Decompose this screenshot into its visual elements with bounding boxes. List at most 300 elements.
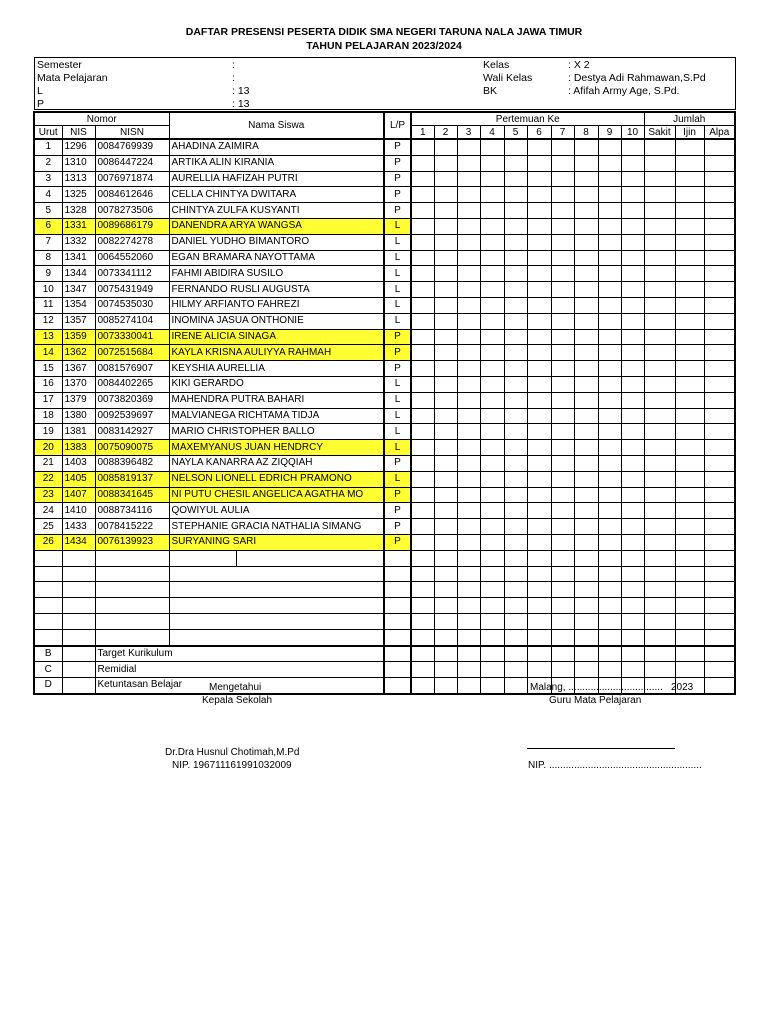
attendance-cell [644,455,675,471]
empty-row [34,613,735,629]
attendance-cell [621,345,644,361]
sig-left-line1: Mengetahui [209,682,262,693]
attendance-cell [704,187,735,203]
row-nama: NAYLA KANARRA AZ ZIQQIAH [169,455,384,471]
attendance-cell [704,534,735,550]
empty-cell [95,629,169,645]
empty-cell [434,582,457,598]
empty-cell [95,550,169,566]
table-row [34,218,735,234]
attendance-cell [411,139,434,155]
empty-cell [34,566,62,582]
header-pertemuan: Pertemuan Ke [411,112,644,126]
attendance-cell [704,408,735,424]
attendance-cell [621,313,644,329]
attendance-cell [457,155,480,171]
row-lp: L [384,392,411,408]
attendance-cell [644,329,675,345]
empty-cell [551,582,574,598]
attendance-cell [411,203,434,219]
attendance-cell [411,313,434,329]
attendance-cell [457,250,480,266]
empty-cell [621,662,644,678]
row-nama: DANENDRA ARYA WANGSA [169,218,384,234]
table-row [34,455,735,471]
row-nis: 1341 [62,250,95,266]
row-urut: 2 [34,155,62,171]
row-nisn: 0076971874 [95,171,169,187]
attendance-cell [574,155,598,171]
attendance-cell [621,361,644,377]
attendance-cell [504,282,527,298]
row-lp: P [384,329,411,345]
row-lp: P [384,519,411,535]
attendance-cell [527,455,551,471]
attendance-cell [598,471,621,487]
table-row [34,187,735,203]
attendance-cell [644,503,675,519]
sig-left-name: Dr.Dra Husnul Chotimah,M.Pd [165,747,300,758]
row-nis: 1332 [62,234,95,250]
attendance-cell [574,471,598,487]
row-lp: L [384,218,411,234]
attendance-cell [644,282,675,298]
attendance-cell [675,361,704,377]
row-nis: 1296 [62,139,95,155]
attendance-cell [434,203,457,219]
attendance-cell [621,376,644,392]
row-nama: NI PUTU CHESIL ANGELICA AGATHA MO [169,487,384,503]
row-lp: P [384,171,411,187]
table-row [34,282,735,298]
empty-cell [598,582,621,598]
row-nama: QOWIYUL AULIA [169,503,384,519]
attendance-cell [551,519,574,535]
summary-label: Ketuntasan Belajar [95,678,384,694]
attendance-cell [504,234,527,250]
empty-cell [169,598,384,614]
attendance-cell [704,297,735,313]
row-lp: L [384,297,411,313]
attendance-cell [434,408,457,424]
attendance-cell [527,345,551,361]
empty-cell [675,566,704,582]
empty-cell [434,629,457,645]
attendance-cell [574,218,598,234]
attendance-cell [675,250,704,266]
sig-right-line2: Guru Mata Pelajaran [549,695,642,706]
row-urut: 3 [34,171,62,187]
empty-row [34,629,735,645]
attendance-cell [675,455,704,471]
attendance-cell [527,519,551,535]
row-nis: 1344 [62,266,95,282]
empty-cell [704,598,735,614]
table-row [34,361,735,377]
row-nisn: 0064552060 [95,250,169,266]
row-nama: KAYLA KRISNA AULIYYA RAHMAH [169,345,384,361]
wali-label: Wali Kelas [483,72,533,84]
attendance-cell [411,440,434,456]
row-lp: L [384,266,411,282]
row-urut: 21 [34,455,62,471]
row-nama: STEPHANIE GRACIA NATHALIA SIMANG [169,519,384,535]
attendance-cell [411,376,434,392]
attendance-cell [551,534,574,550]
row-nama: CHINTYA ZULFA KUSYANTI [169,203,384,219]
empty-cell [169,566,384,582]
attendance-cell [598,282,621,298]
attendance-cell [411,282,434,298]
attendance-cell [598,234,621,250]
attendance-cell [551,329,574,345]
attendance-cell [527,503,551,519]
summary-label: Remidial [95,662,384,678]
row-nisn: 0085274104 [95,313,169,329]
attendance-cell [480,487,504,503]
attendance-cell [457,503,480,519]
attendance-cell [675,424,704,440]
attendance-cell [457,424,480,440]
empty-cell [384,646,411,662]
empty-cell [457,613,480,629]
empty-cell [480,550,504,566]
attendance-cell [434,471,457,487]
row-urut: 20 [34,440,62,456]
empty-cell [434,662,457,678]
attendance-cell [551,171,574,187]
attendance-cell [411,329,434,345]
empty-cell [574,598,598,614]
attendance-cell [457,266,480,282]
attendance-cell [551,471,574,487]
empty-cell [457,598,480,614]
row-nama: ARTIKA ALIN KIRANIA [169,155,384,171]
attendance-cell [457,361,480,377]
empty-cell [644,629,675,645]
empty-cell [574,629,598,645]
attendance-cell [527,534,551,550]
row-lp: L [384,282,411,298]
row-nisn: 0089686179 [95,218,169,234]
row-urut: 24 [34,503,62,519]
row-nis: 1328 [62,203,95,219]
attendance-cell [574,345,598,361]
empty-cell [236,550,384,566]
row-nama: DANIEL YUDHO BIMANTORO [169,234,384,250]
table-row [34,534,735,550]
empty-cell [34,550,62,566]
empty-cell [384,629,411,645]
attendance-cell [551,203,574,219]
attendance-cell [574,487,598,503]
attendance-cell [457,171,480,187]
attendance-cell [704,139,735,155]
attendance-cell [411,345,434,361]
attendance-cell [704,487,735,503]
attendance-cell [704,234,735,250]
row-nisn: 0084769939 [95,139,169,155]
attendance-cell [480,266,504,282]
table-row [34,487,735,503]
empty-cell [598,662,621,678]
attendance-cell [621,440,644,456]
attendance-cell [598,361,621,377]
empty-cell [704,566,735,582]
attendance-cell [504,187,527,203]
header-nama: Nama Siswa [169,112,384,139]
meeting-header-3: 3 [457,126,480,140]
empty-cell [704,582,735,598]
attendance-cell [480,408,504,424]
row-nama: IRENE ALICIA SINAGA [169,329,384,345]
row-lp: L [384,376,411,392]
attendance-cell [411,361,434,377]
attendance-cell [644,297,675,313]
attendance-cell [621,471,644,487]
row-nis: 1370 [62,376,95,392]
row-nis: 1403 [62,455,95,471]
table-row [34,392,735,408]
meeting-header-8: 8 [574,126,598,140]
attendance-cell [504,392,527,408]
empty-cell [411,566,434,582]
attendance-cell [504,440,527,456]
attendance-cell [457,139,480,155]
attendance-cell [644,345,675,361]
attendance-cell [457,471,480,487]
empty-cell [527,566,551,582]
empty-cell [551,613,574,629]
attendance-cell [644,203,675,219]
attendance-cell [598,250,621,266]
attendance-cell [621,171,644,187]
attendance-cell [434,329,457,345]
attendance-cell [480,155,504,171]
row-nama: FAHMI ABIDIRA SUSILO [169,266,384,282]
row-nama: KEYSHIA AURELLIA [169,361,384,377]
empty-cell [504,646,527,662]
row-lp: P [384,534,411,550]
attendance-cell [621,408,644,424]
attendance-cell [411,534,434,550]
attendance-cell [457,440,480,456]
empty-cell [527,550,551,566]
empty-cell [644,662,675,678]
attendance-cell [621,297,644,313]
attendance-cell [434,455,457,471]
attendance-cell [621,329,644,345]
mapel-value: : [232,72,235,84]
attendance-cell [644,155,675,171]
sig-right-underline [527,748,675,749]
attendance-cell [621,155,644,171]
attendance-cell [644,234,675,250]
empty-cell [621,598,644,614]
meeting-header-4: 4 [480,126,504,140]
attendance-cell [480,250,504,266]
attendance-cell [621,203,644,219]
row-nisn: 0076139923 [95,534,169,550]
attendance-cell [704,519,735,535]
attendance-cell [675,297,704,313]
table-row [34,329,735,345]
empty-cell [527,646,551,662]
empty-cell [169,629,384,645]
summary-label: Target Kurikulum [95,646,384,662]
row-nisn: 0078273506 [95,203,169,219]
attendance-cell [675,313,704,329]
attendance-cell [644,250,675,266]
attendance-cell [480,376,504,392]
row-lp: L [384,424,411,440]
empty-cell [574,550,598,566]
header-urut: Urut [34,126,62,140]
attendance-cell [621,503,644,519]
empty-row [34,582,735,598]
attendance-cell [457,487,480,503]
attendance-cell [434,171,457,187]
table-row [34,139,735,155]
meeting-header-6: 6 [527,126,551,140]
attendance-cell [434,139,457,155]
empty-cell [457,678,480,694]
attendance-cell [551,266,574,282]
attendance-cell [675,519,704,535]
attendance-cell [704,329,735,345]
attendance-cell [621,519,644,535]
attendance-cell [598,171,621,187]
empty-cell [434,598,457,614]
attendance-cell [621,187,644,203]
row-lp: L [384,471,411,487]
p-label: P [37,98,45,110]
empty-cell [704,678,735,694]
attendance-cell [551,282,574,298]
attendance-cell [434,503,457,519]
attendance-cell [457,218,480,234]
empty-cell [62,662,95,678]
attendance-cell [504,329,527,345]
summary-code: B [34,646,62,662]
row-nis: 1383 [62,440,95,456]
empty-cell [411,629,434,645]
attendance-cell [527,139,551,155]
attendance-cell [598,455,621,471]
attendance-cell [411,155,434,171]
empty-cell [480,566,504,582]
meeting-header-2: 2 [434,126,457,140]
kelas-label: Kelas [483,59,510,71]
empty-row [34,566,735,582]
attendance-cell [675,155,704,171]
attendance-cell [704,155,735,171]
attendance-cell [644,187,675,203]
row-nama: CELLA CHINTYA DWITARA [169,187,384,203]
attendance-cell [527,187,551,203]
attendance-cell [598,139,621,155]
attendance-cell [527,424,551,440]
empty-cell [457,550,480,566]
row-nisn: 0075431949 [95,282,169,298]
attendance-cell [675,440,704,456]
row-lp: P [384,455,411,471]
attendance-cell [527,313,551,329]
row-lp: P [384,155,411,171]
row-nisn: 0088396482 [95,455,169,471]
table-row [34,234,735,250]
attendance-cell [644,487,675,503]
semester-value: : [232,59,235,71]
attendance-cell [527,440,551,456]
empty-cell [598,598,621,614]
row-nisn: 0075090075 [95,440,169,456]
attendance-cell [574,376,598,392]
attendance-cell [621,534,644,550]
empty-cell [384,550,411,566]
attendance-cell [675,471,704,487]
attendance-cell [621,266,644,282]
attendance-cell [621,234,644,250]
row-urut: 12 [34,313,62,329]
attendance-cell [504,345,527,361]
header-jumlah: Jumlah [644,112,735,126]
row-nis: 1433 [62,519,95,535]
empty-cell [95,582,169,598]
row-nis: 1331 [62,218,95,234]
attendance-cell [644,471,675,487]
meeting-header-9: 9 [598,126,621,140]
row-nis: 1367 [62,361,95,377]
empty-cell [411,613,434,629]
attendance-cell [574,187,598,203]
row-urut: 6 [34,218,62,234]
document-title: DAFTAR PRESENSI PESERTA DIDIK SMA NEGERI TARUNA NALA JAWA TIMUR [185,26,583,38]
empty-cell [675,662,704,678]
attendance-cell [411,297,434,313]
attendance-cell [527,218,551,234]
empty-cell [434,646,457,662]
empty-cell [411,550,434,566]
empty-cell [621,550,644,566]
attendance-cell [675,171,704,187]
row-urut: 15 [34,361,62,377]
attendance-cell [411,187,434,203]
empty-row [34,598,735,614]
sig-left-line2: Kepala Sekolah [202,695,273,706]
attendance-cell [411,266,434,282]
attendance-cell [480,471,504,487]
row-nama: AHADINA ZAIMIRA [169,139,384,155]
row-nisn: 0083142927 [95,424,169,440]
row-nama: FERNANDO RUSLI AUGUSTA [169,282,384,298]
empty-cell [574,613,598,629]
attendance-cell [598,424,621,440]
attendance-cell [480,424,504,440]
attendance-cell [527,487,551,503]
attendance-cell [411,392,434,408]
row-nis: 1325 [62,187,95,203]
row-urut: 25 [34,519,62,535]
empty-cell [480,629,504,645]
attendance-cell [644,392,675,408]
attendance-cell [480,440,504,456]
attendance-cell [527,408,551,424]
row-nisn: 0092539697 [95,408,169,424]
empty-cell [62,598,95,614]
row-urut: 7 [34,234,62,250]
empty-cell [644,566,675,582]
